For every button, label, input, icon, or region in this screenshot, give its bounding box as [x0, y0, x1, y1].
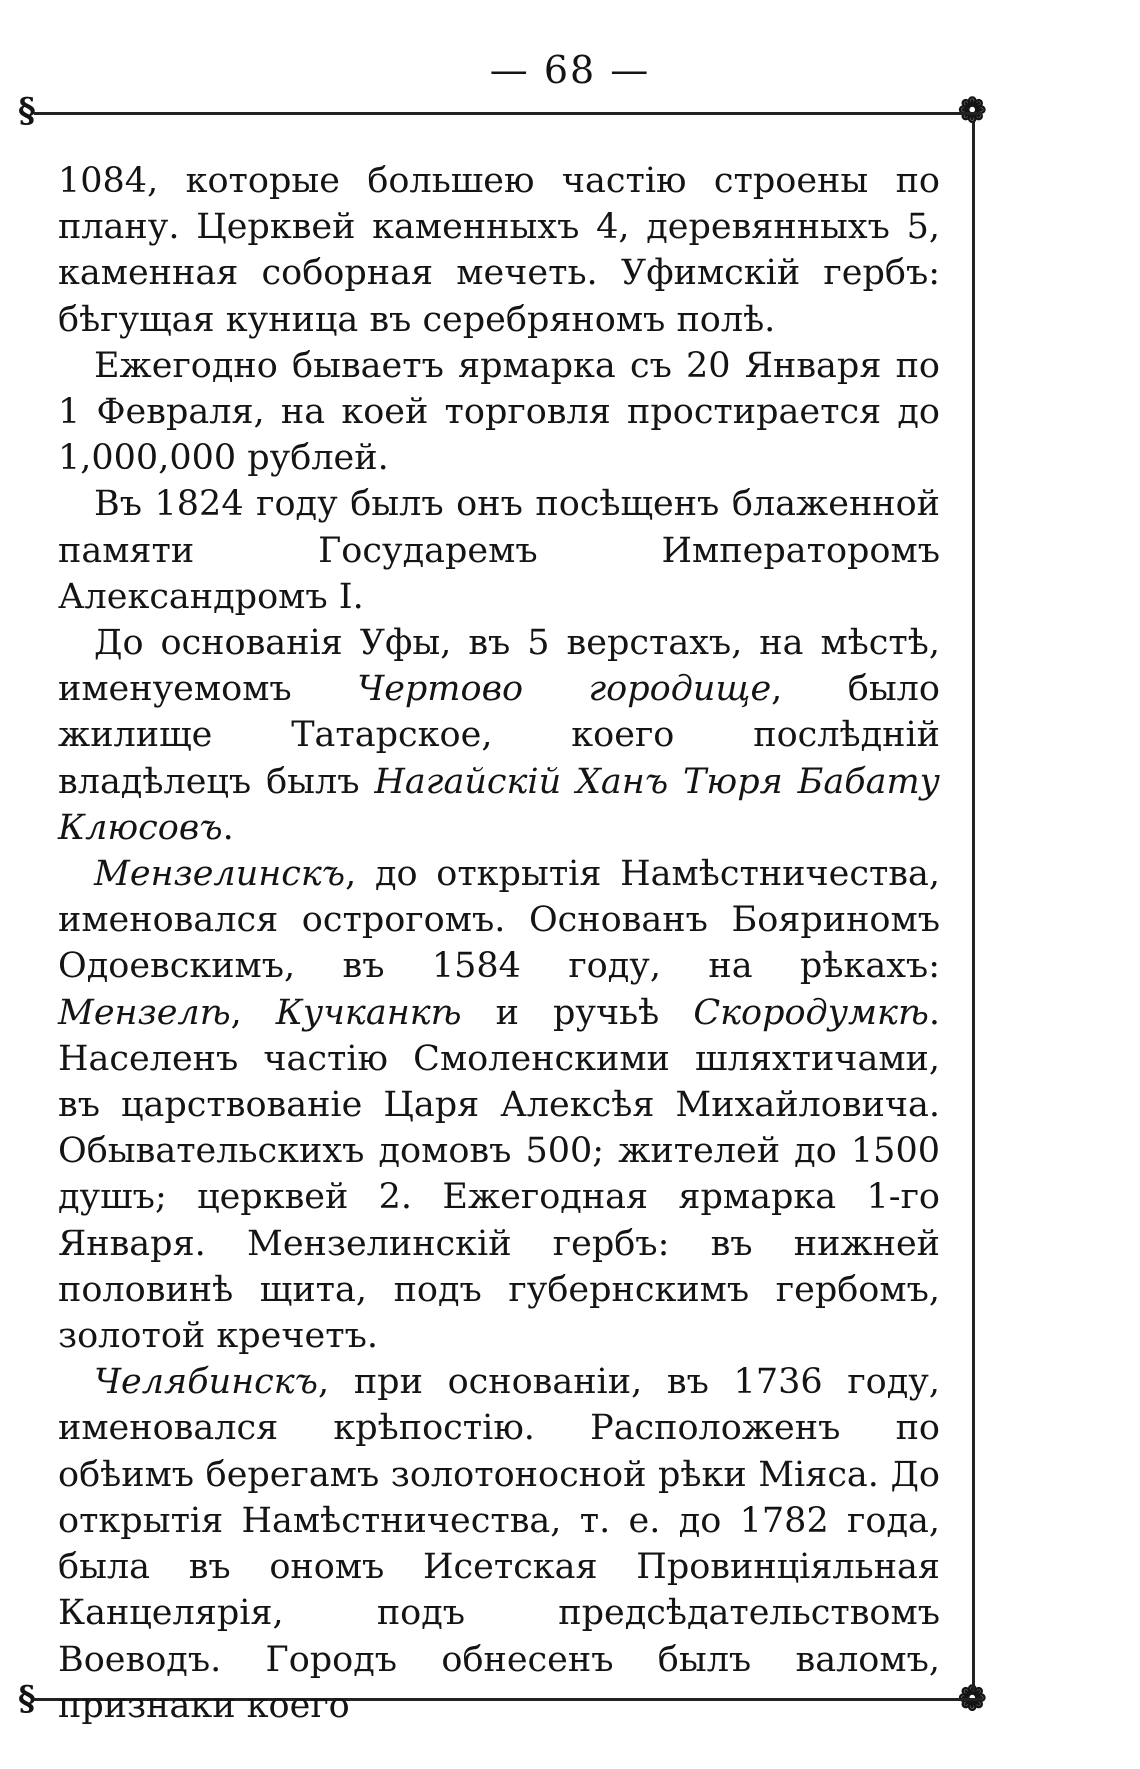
- text-run: , при основаніи, въ 1736 году, именовался крѣпостію. Расположенъ по обѣимъ берегамъ золотоносной рѣки Міяса. До открытія Намѣстничества, т. е. до 1782 года, была въ ономъ Исетская Провинціяльная Канцелярія, подъ предсѣдательствомъ Воеводъ. Городъ обнесенъ былъ валомъ, признаки коего: [58, 1362, 940, 1726]
- place-name: Мензелинскъ: [94, 854, 346, 895]
- text-run: ,: [230, 992, 276, 1033]
- text-run: , было жилище Татарское, коего послѣдній владѣлецъ былъ: [58, 669, 940, 802]
- text-run: и ручьѣ: [461, 992, 694, 1033]
- frame-rule-top: [34, 112, 982, 115]
- text-run: 1084, которые большею частію строены по плану. Церквей каменныхъ 4, деревянныхъ 5, каменная соборная мечеть. Уфимскій гербъ: бѣгущая куница въ серебряномъ полѣ.: [58, 161, 940, 340]
- place-name: Мензелѣ: [58, 992, 231, 1033]
- corner-ornament-top-right: ❁: [958, 91, 987, 131]
- text-run: .: [222, 807, 234, 848]
- text-run: Въ 1824 году былъ онъ посѣщенъ блаженной памяти Государемъ Императоромъ Александромъ I.: [58, 484, 940, 617]
- paragraph: [58, 343, 940, 482]
- paragraph: [58, 620, 940, 851]
- page-number: — 68 —: [489, 48, 651, 92]
- corner-ornament-bottom-right: ❁: [958, 1679, 987, 1719]
- paragraph: [58, 158, 940, 343]
- place-name: Кучканкѣ: [275, 992, 462, 1033]
- place-name: Чертово городище: [357, 669, 772, 710]
- place-name: Нагайскій Ханъ Тюря Бабату Клюсовъ: [58, 761, 940, 848]
- frame-rule-right: [972, 122, 975, 1692]
- text-run: , до открытія Намѣстничества, именовался острогомъ. Основанъ Бояриномъ Одоевскимъ, въ 1584 году, на рѣкахъ:: [58, 854, 940, 987]
- place-name: Челябинскъ: [94, 1362, 319, 1403]
- corner-ornament-bottom-left: §: [18, 1679, 36, 1719]
- place-name: Скородумкѣ: [693, 992, 929, 1033]
- paragraph: [58, 851, 940, 1359]
- text-run: До основанія Уфы, въ 5 верстахъ, на мѣстѣ, именуемомъ: [58, 623, 940, 710]
- paragraph: [58, 1359, 940, 1729]
- body-text: [58, 158, 940, 1729]
- text-run: Ежегодно бываетъ ярмарка съ 20 Января по 1 Февраля, на коей торговля простирается до 1,000,000 рублей.: [58, 345, 940, 479]
- text-run: . Населенъ частію Смоленскими шляхтичами, въ царствованіе Царя Алексѣя Михайловича. Обывательскихъ домовъ 500; жителей до 1500 душъ; церквей 2. Ежегодная ярмарка 1-го Января. Мензелинскій гербъ: въ нижней половинѣ щита, подъ губернскимъ гербомъ, золотой кречетъ.: [58, 992, 940, 1357]
- paragraph: [58, 481, 940, 620]
- corner-ornament-top-left: §: [18, 91, 36, 131]
